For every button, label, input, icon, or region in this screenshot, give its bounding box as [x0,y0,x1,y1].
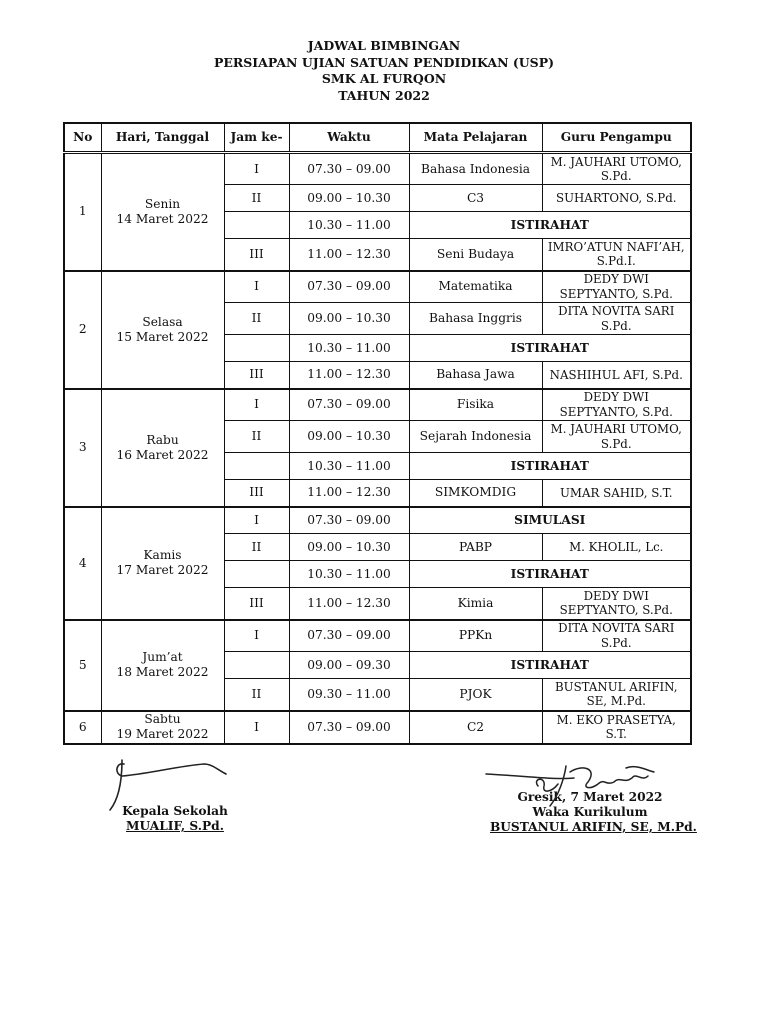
session-cell: II [224,534,289,561]
day-name: Senin [144,196,181,211]
day-number-cell: 2 [64,271,101,389]
header-title: JADWAL BIMBINGAN [307,38,461,53]
principal-title: Kepala Sekolah [122,804,228,818]
session-cell: I [224,507,289,534]
time-cell: 07.30 – 09.00 [289,711,409,744]
teacher-cell: DITA NOVITA SARI S.Pd. [542,303,691,335]
subject-cell: SIMKOMDIG [409,480,542,507]
session-cell: III [224,588,289,620]
column-header-mata-pelajaran: Mata Pelajaran [409,123,542,153]
teacher-cell: M. JAUHARI UTOMO, S.Pd. [542,153,691,185]
subject-cell: PPKn [409,620,542,652]
time-cell: 09.00 – 09.30 [289,652,409,679]
day-group [64,507,691,620]
session-cell: II [224,185,289,212]
day-date: 15 Maret 2022 [116,329,209,344]
teacher-cell: UMAR SAHID, S.T. [542,480,691,507]
day-number-cell: 4 [64,507,101,620]
curriculum-signature [486,760,676,820]
session-cell: III [224,239,289,271]
time-cell: 07.30 – 09.00 [289,153,409,185]
day-date-cell [101,507,224,620]
time-cell: 10.30 – 11.00 [289,212,409,239]
time-cell: 11.00 – 12.30 [289,588,409,620]
day-group [64,271,691,389]
header-school: SMK AL FURQON [321,71,447,86]
time-cell: 11.00 – 12.30 [289,362,409,389]
day-date-cell [101,271,224,389]
simulation-cell: SIMULASI [409,507,691,534]
day-date-cell [101,711,224,744]
day-date: 16 Maret 2022 [116,447,209,462]
day-number-cell: 5 [64,620,101,711]
teacher-cell: DEDY DWI SEPTYANTO, S.Pd. [542,271,691,303]
session-cell: I [224,620,289,652]
time-cell: 09.00 – 10.30 [289,534,409,561]
document-header [0,38,768,104]
subject-cell: Sejarah Indonesia [409,421,542,453]
subject-cell: C3 [409,185,542,212]
subject-cell: Kimia [409,588,542,620]
break-cell: ISTIRAHAT [409,453,691,480]
subject-cell: Seni Budaya [409,239,542,271]
teacher-cell: M. KHOLIL, Lc. [542,534,691,561]
time-cell: 07.30 – 09.00 [289,271,409,303]
header-subtitle: PERSIAPAN UJIAN SATUAN PENDIDIKAN (USP) [213,54,555,70]
subject-cell: C2 [409,711,542,744]
principal-name: MUALIF, S.Pd. [126,819,224,833]
teacher-cell: M. JAUHARI UTOMO, S.Pd. [542,421,691,453]
day-date: 17 Maret 2022 [116,563,209,577]
time-cell: 10.30 – 11.00 [289,561,409,588]
teacher-cell: BUSTANUL ARIFIN, SE, M.Pd. [542,679,691,711]
day-name: Selasa [142,314,183,329]
day-number-cell: 6 [64,711,101,744]
teacher-cell: DITA NOVITA SARI S.Pd. [542,620,691,652]
break-cell: ISTIRAHAT [409,652,691,679]
teacher-cell: NASHIHUL AFI, S.Pd. [542,362,691,389]
day-number-cell: 1 [64,153,101,271]
column-header-hari-tanggal: Hari, Tanggal [101,123,224,153]
time-cell: 09.00 – 10.30 [289,185,409,212]
subject-cell: Fisika [409,389,542,421]
subject-cell: Bahasa Jawa [409,362,542,389]
day-date: 14 Maret 2022 [116,211,209,226]
time-cell: 11.00 – 12.30 [289,239,409,271]
time-cell: 11.00 – 12.30 [289,480,409,507]
day-name: Sabtu [144,712,181,726]
day-group [64,620,691,711]
place-date: Gresik, 7 Maret 2022 [517,790,663,804]
table-row [64,711,691,744]
time-cell: 07.30 – 09.00 [289,620,409,652]
day-date-cell [101,620,224,711]
table-row [64,271,691,303]
day-group [64,153,691,271]
session-cell: II [224,303,289,335]
day-name: Rabu [146,432,179,447]
teacher-cell: SUHARTONO, S.Pd. [542,185,691,212]
time-cell: 07.30 – 09.00 [289,389,409,421]
session-cell: I [224,711,289,744]
subject-cell: Bahasa Indonesia [409,153,542,185]
subject-cell: Bahasa Inggris [409,303,542,335]
subject-cell: PJOK [409,679,542,711]
day-group [64,389,691,507]
teacher-cell: DEDY DWI SEPTYANTO, S.Pd. [542,588,691,620]
time-cell: 10.30 – 11.00 [289,335,409,362]
curriculum-title: Waka Kurikulum [532,805,648,819]
day-name: Jum’at [142,650,183,664]
break-cell: ISTIRAHAT [409,335,691,362]
column-header-no: No [64,123,101,153]
session-cell [224,212,289,239]
header-year: TAHUN 2022 [338,87,430,103]
column-header-guru: Guru Pengampu [542,123,691,153]
session-cell [224,561,289,588]
day-date-cell [101,389,224,507]
schedule-table [63,122,692,745]
day-date: 19 Maret 2022 [116,727,209,741]
column-header-jam: Jam ke- [224,123,289,153]
session-cell [224,335,289,362]
day-name: Kamis [143,548,182,562]
session-cell: I [224,271,289,303]
session-cell: I [224,153,289,185]
curriculum-name: BUSTANUL ARIFIN, SE, M.Pd. [490,820,697,834]
column-header-waktu: Waktu [289,123,409,153]
table-row [64,389,691,421]
table-header-row [64,123,691,153]
session-cell: I [224,389,289,421]
session-cell: III [224,362,289,389]
teacher-cell: DEDY DWI SEPTYANTO, S.Pd. [542,389,691,421]
subject-cell: Matematika [409,271,542,303]
session-cell [224,652,289,679]
break-cell: ISTIRAHAT [409,561,691,588]
time-cell: 07.30 – 09.00 [289,507,409,534]
day-number-cell: 3 [64,389,101,507]
break-cell: ISTIRAHAT [409,212,691,239]
time-cell: 09.30 – 11.00 [289,679,409,711]
table-row [64,507,691,534]
principal-signature [108,752,238,812]
day-group [64,711,691,744]
day-date: 18 Maret 2022 [116,665,209,679]
time-cell: 09.00 – 10.30 [289,303,409,335]
table-row [64,620,691,652]
table-row [64,153,691,185]
teacher-cell: M. EKO PRASETYA, S.T. [542,711,691,744]
session-cell: II [224,421,289,453]
session-cell: II [224,679,289,711]
time-cell: 10.30 – 11.00 [289,453,409,480]
time-cell: 09.00 – 10.30 [289,421,409,453]
subject-cell: PABP [409,534,542,561]
teacher-cell: IMRO’ATUN NAFI’AH, S.Pd.I. [542,239,691,271]
session-cell [224,453,289,480]
session-cell: III [224,480,289,507]
day-date-cell [101,153,224,271]
